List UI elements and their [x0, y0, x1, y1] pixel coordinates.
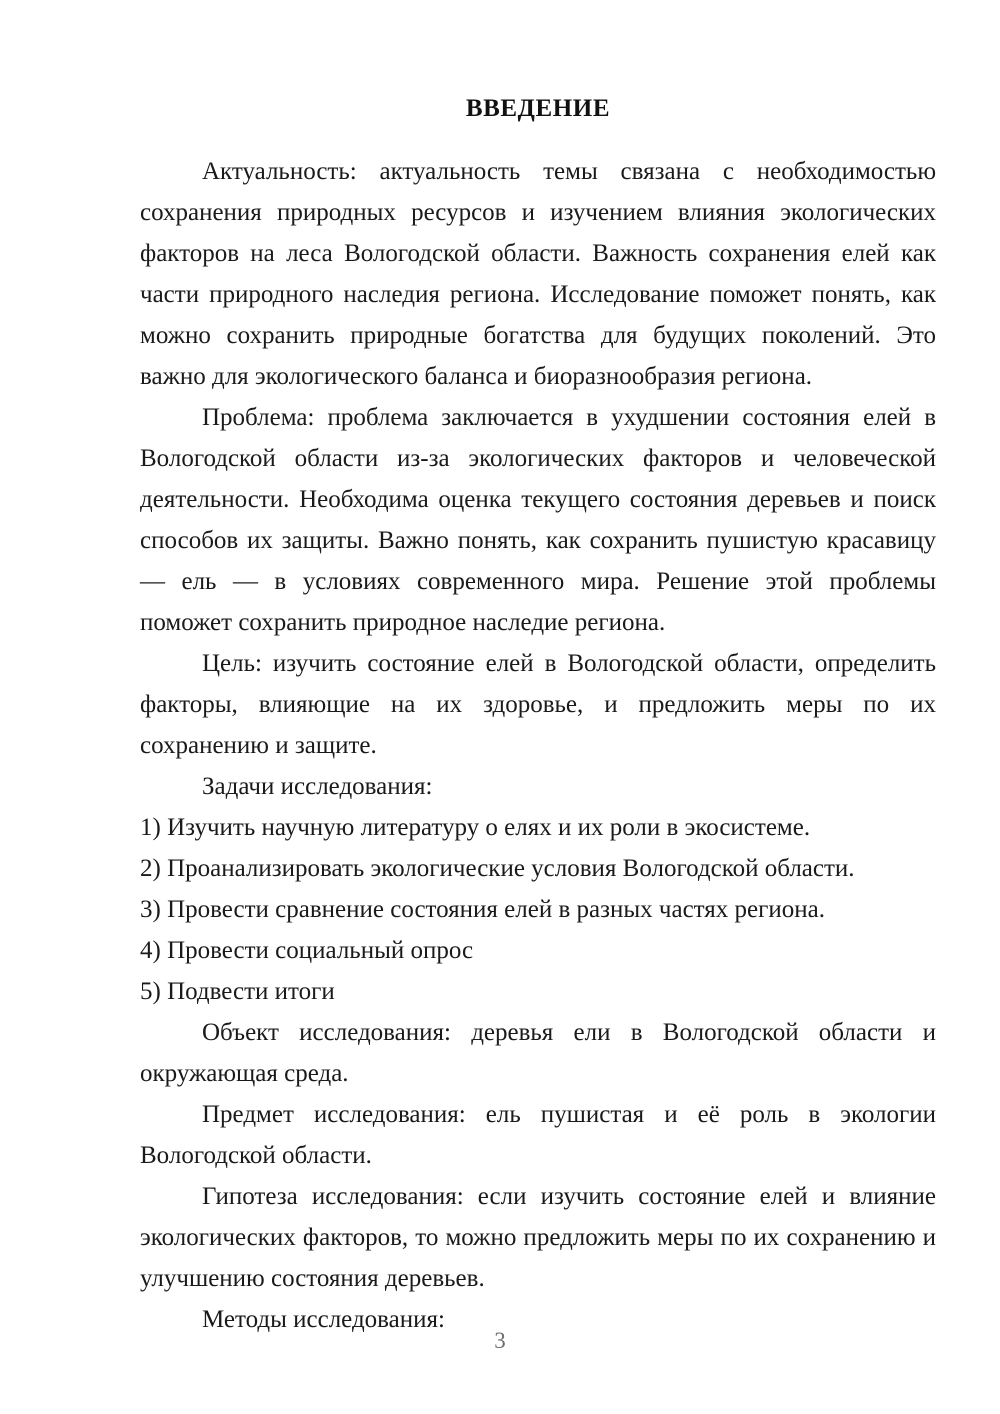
paragraph-goal: Цель: изучить состояние елей в Вологодской области, определить факторы, влияющие на их здоровье, и предложить меры по их сохранению и защите.: [140, 650, 936, 759]
list-item: 5) Подвести итоги: [140, 978, 335, 1005]
page-number: 3: [494, 1328, 506, 1353]
list-item: 3) Провести сравнение состояния елей в разных частях региона.: [140, 896, 825, 923]
paragraph-relevance: Актуальность: актуальность темы связана с необходимостью сохранения природных ресурсов и изучением влияния экологических факторов на леса Вологодской области. Важность сохранения елей как части природного наследия региона. Исследование поможет понять, как можно сохранить природные богатства для будущих поколений. Это важно для экологического баланса и биоразнообразия региона.: [140, 158, 936, 390]
document-body: [140, 88, 936, 1340]
list-item: 2) Проанализировать экологические условия Вологодской области.: [140, 855, 855, 882]
paragraph-hypothesis: Гипотеза исследования: если изучить состояние елей и влияние экологических факторов, то можно предложить меры по их сохранению и улучшению состояния деревьев.: [140, 1183, 936, 1292]
paragraph-problem: Проблема: проблема заключается в ухудшении состояния елей в Вологодской области из-за экологических факторов и человеческой деятельности. Необходима оценка текущего состояния деревьев и поиск способов их защиты. Важно понять, как сохранить пушистую красавицу — ель — в условиях современного мира. Решение этой проблемы поможет сохранить природное наследие региона.: [140, 404, 936, 636]
page-title: ВВЕДЕНИЕ: [465, 95, 611, 122]
list-item: 4) Провести социальный опрос: [140, 937, 474, 964]
list-item: 1) Изучить научную литературу о елях и их роли в экосистеме.: [140, 814, 811, 841]
tasks-list: [140, 807, 936, 1012]
paragraph-object: Объект исследования: деревья ели в Вологодской области и окружающая среда.: [140, 1019, 936, 1087]
methods-label: Методы исследования:: [202, 1306, 445, 1333]
paragraph-subject: Предмет исследования: ель пушистая и её роль в экологии Вологодской области.: [140, 1101, 936, 1169]
tasks-label: Задачи исследования:: [202, 773, 433, 800]
